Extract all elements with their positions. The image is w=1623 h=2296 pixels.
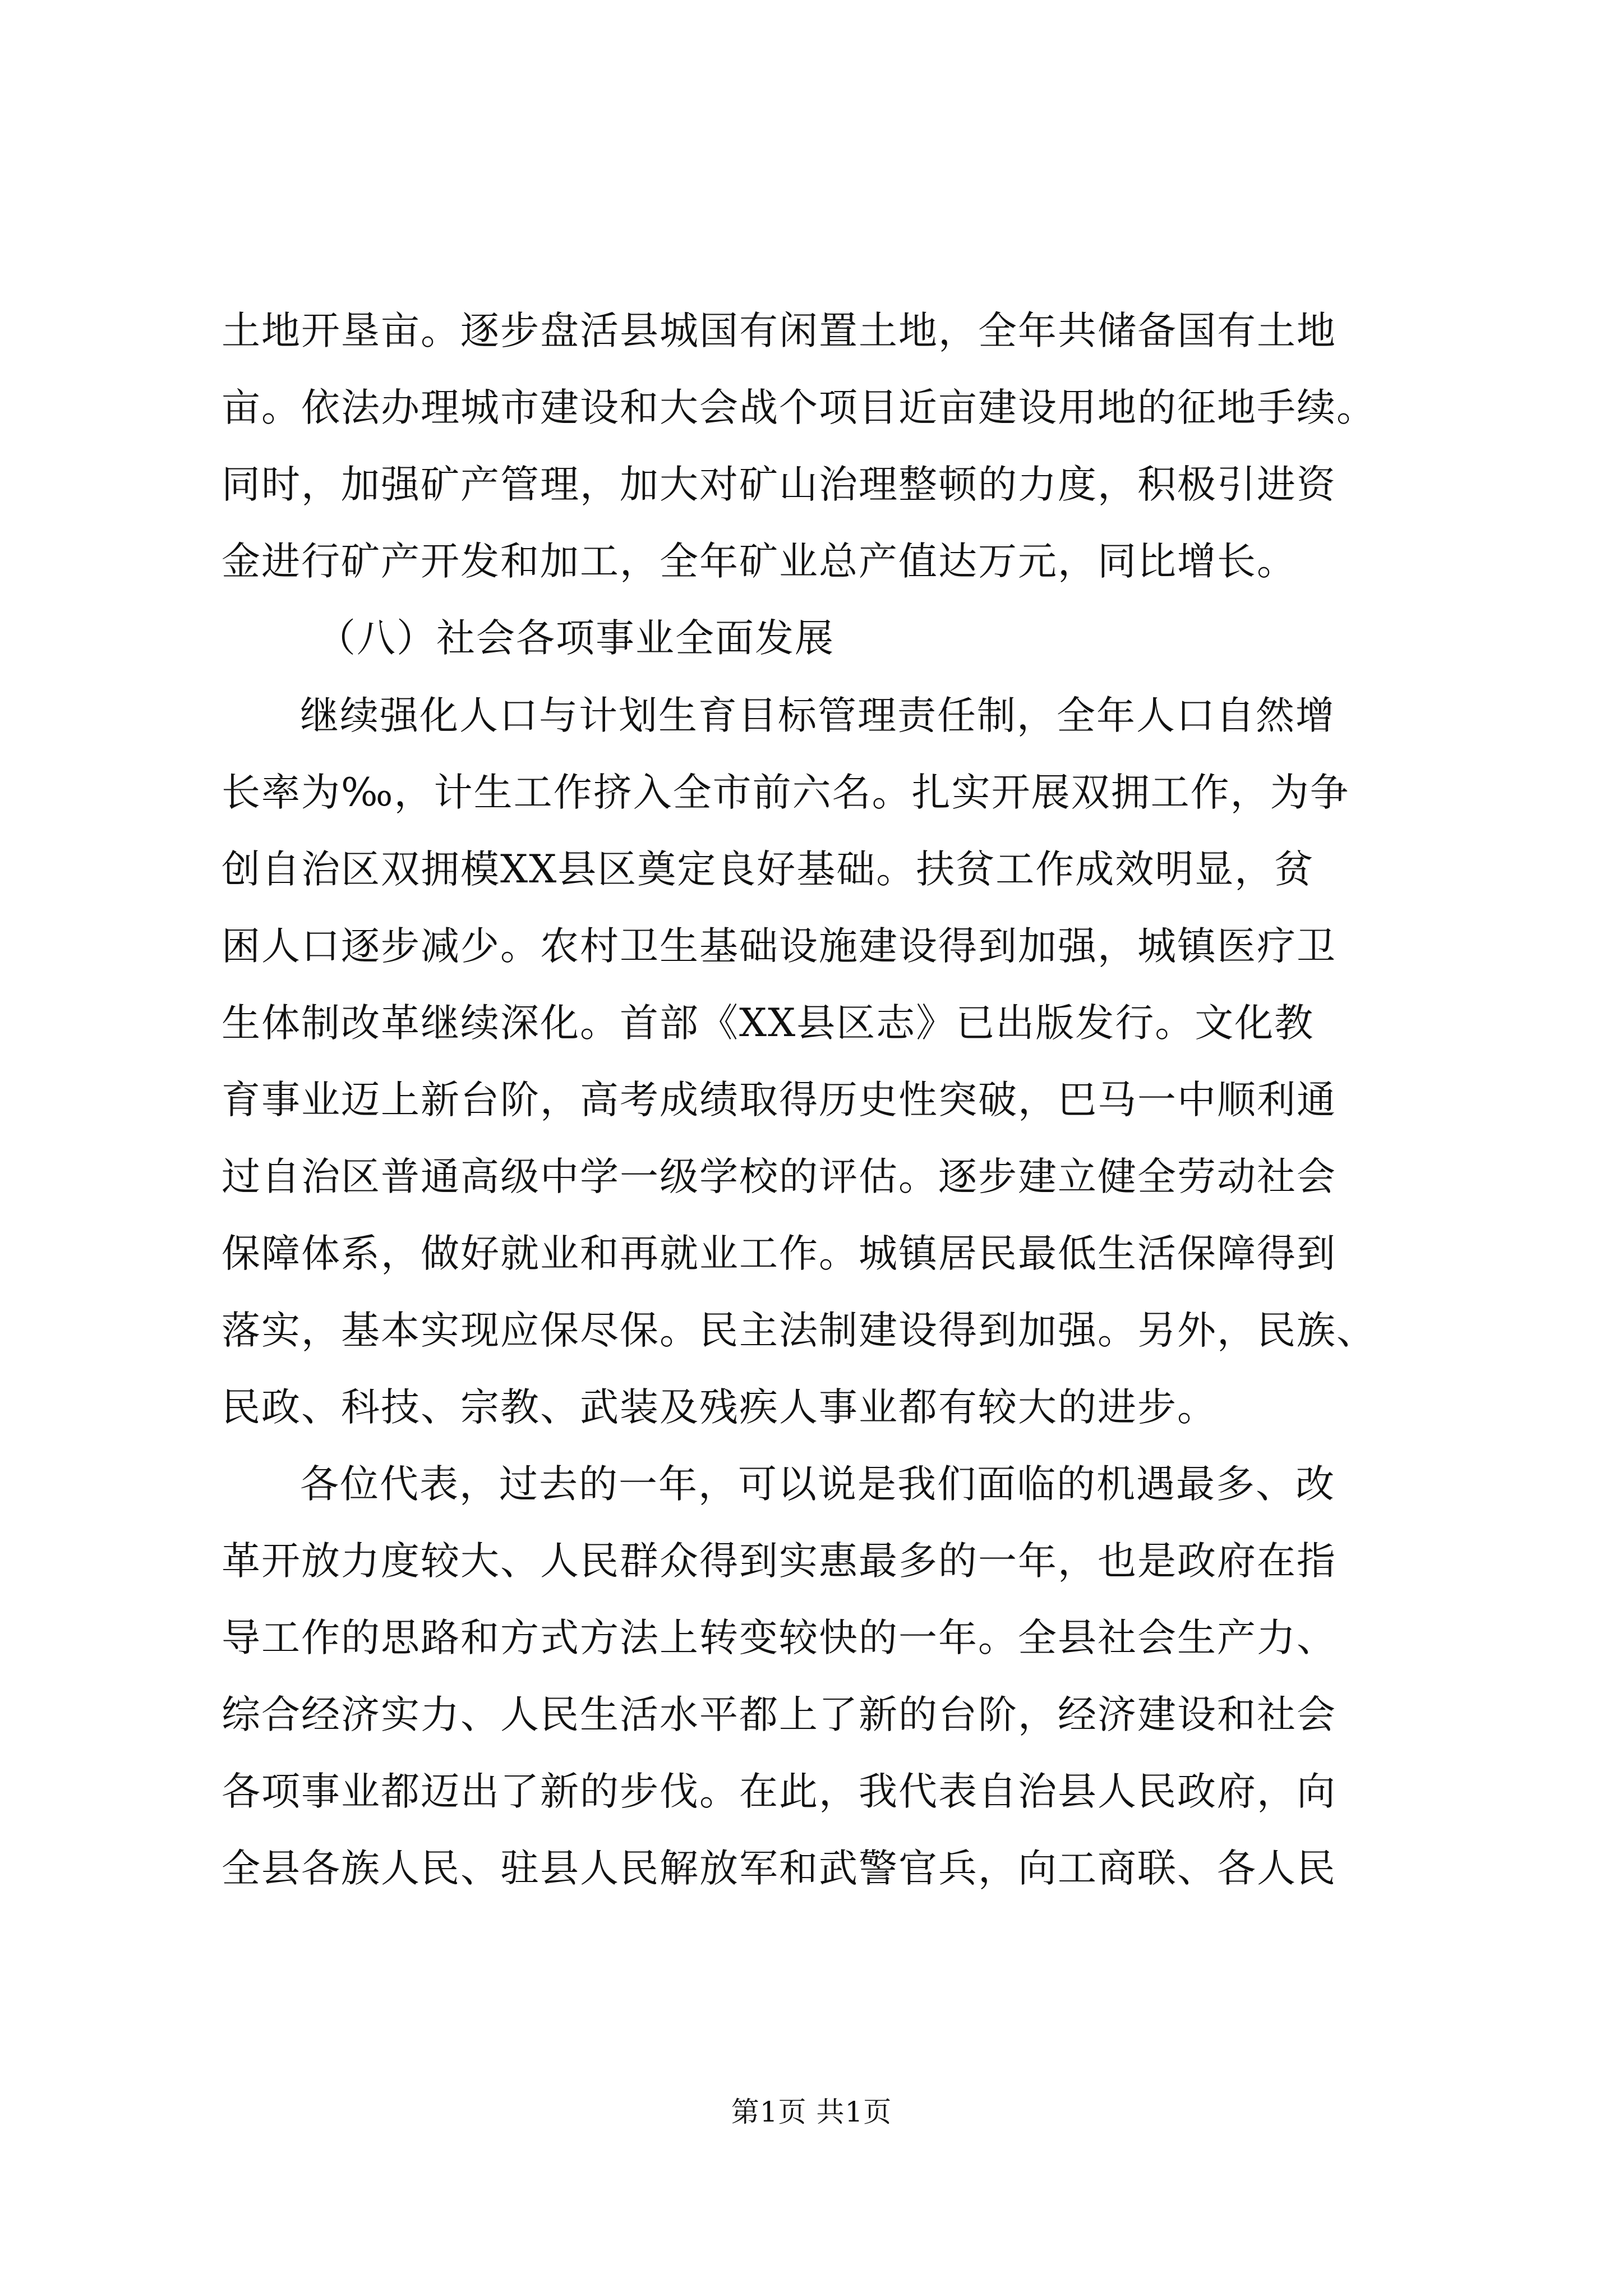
body-line: 困人口逐步减少。农村卫生基础设施建设得到加强，城镇医疗卫	[222, 924, 1336, 969]
body-line: 金进行矿产开发和加工，全年矿业总产值达万元，同比增长。	[222, 539, 1297, 584]
body-line: 全县各族人民、驻县人民解放军和武警官兵，向工商联、各人民	[222, 1846, 1336, 1891]
body-line: 长率为‰，计生工作挤入全市前六名。扎实开展双拥工作，为争	[222, 770, 1350, 815]
paragraph-first-line: 继续强化人口与计划生育目标管理责任制，全年人口自然增	[300, 693, 1335, 738]
paragraph-first-line: 各位代表，过去的一年，可以说是我们面临的机遇最多、改	[300, 1462, 1335, 1507]
body-line: 生体制改革继续深化。首部《XX县区志》已出版发行。文化教	[222, 1001, 1315, 1046]
body-line: 落实，基本实现应保尽保。民主法制建设得到加强。另外，民族、	[222, 1308, 1376, 1353]
body-line: 亩。依法办理城市建设和大会战个项目近亩建设用地的征地手续。	[222, 385, 1376, 430]
body-line: 保障体系，做好就业和再就业工作。城镇居民最低生活保障得到	[222, 1231, 1336, 1276]
page-footer: 第1页 共1页	[731, 2096, 892, 2128]
body-line: 导工作的思路和方式方法上转变较快的一年。全县社会生产力、	[222, 1616, 1336, 1660]
body-line: 过自治区普通高级中学一级学校的评估。逐步建立健全劳动社会	[222, 1154, 1336, 1199]
body-line: 革开放力度较大、人民群众得到实惠最多的一年，也是政府在指	[222, 1539, 1336, 1584]
body-line: 同时，加强矿产管理，加大对矿山治理整顿的力度，积极引进资	[222, 462, 1336, 507]
body-line: 创自治区双拥模XX县区奠定良好基础。扶贫工作成效明显，贫	[222, 847, 1315, 892]
body-line: 综合经济实力、人民生活水平都上了新的台阶，经济建设和社会	[222, 1692, 1336, 1737]
body-line: 育事业迈上新台阶，高考成绩取得历史性突破，巴马一中顺利通	[222, 1078, 1336, 1122]
body-line: 各项事业都迈出了新的步伐。在此，我代表自治县人民政府，向	[222, 1769, 1336, 1814]
body-line: 土地开垦亩。逐步盘活县城国有闲置土地，全年共储备国有土地	[222, 309, 1336, 353]
body-line: 民政、科技、宗教、武装及残疾人事业都有较大的进步。	[222, 1385, 1217, 1430]
section-heading: （八）社会各项事业全面发展	[317, 616, 834, 661]
